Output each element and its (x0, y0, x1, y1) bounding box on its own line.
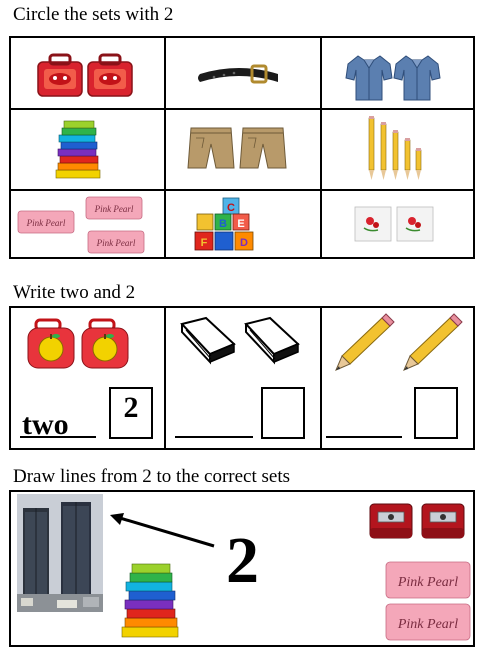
svg-text:E: E (237, 218, 245, 230)
word-writing-line-3[interactable] (326, 436, 402, 438)
eraser-brand-text: Pink Pearl (397, 617, 459, 632)
eraser-brand-text: Pink Pearl (96, 238, 136, 248)
word-two-answer: two (22, 408, 69, 441)
book-stack-image-2[interactable] (120, 559, 180, 639)
svg-text:B: B (219, 218, 227, 230)
svg-text:F: F (200, 237, 208, 249)
single-belt-image[interactable] (194, 60, 284, 90)
book-pair-image[interactable] (176, 314, 300, 370)
section3-heading: Draw lines from 2 to the correct sets (13, 466, 290, 487)
number-two-prompt[interactable]: 2 (226, 524, 259, 597)
arrow-icon (108, 510, 218, 550)
svg-text:D: D (240, 237, 248, 249)
sharpener-pair-image[interactable] (368, 500, 466, 542)
handkerchief-pair-image[interactable] (354, 206, 434, 242)
block-stack-image[interactable] (193, 196, 259, 254)
section1-heading: Circle the sets with 2 (13, 4, 174, 25)
eraser-trio-image[interactable] (18, 197, 146, 257)
section2-heading: Write two and 2 (13, 282, 136, 303)
shorts-pair-image[interactable] (188, 124, 286, 170)
word-writing-line-2[interactable] (175, 436, 253, 438)
shirt-pair-image[interactable] (344, 52, 440, 102)
book-stack-image[interactable] (54, 118, 102, 180)
word-writing-line-1[interactable] (20, 436, 96, 438)
pencil-pair-image[interactable] (334, 314, 464, 372)
pencil-set-image[interactable] (366, 116, 422, 184)
eraser-pair-image[interactable] (386, 562, 472, 644)
eraser-brand-text: Pink Pearl (397, 575, 459, 590)
eraser-brand-text: Pink Pearl (94, 204, 134, 214)
digit-box-3[interactable] (414, 387, 458, 439)
svg-text:C: C (227, 202, 235, 214)
twin-towers-image[interactable] (17, 494, 103, 612)
apple-lunchbox-pair-image[interactable] (26, 318, 132, 370)
lunchbox-pair-image[interactable] (36, 52, 136, 100)
digit-box-2[interactable] (261, 387, 305, 439)
eraser-brand-text: Pink Pearl (26, 218, 66, 228)
digit-box-1[interactable]: 2 (109, 387, 153, 439)
